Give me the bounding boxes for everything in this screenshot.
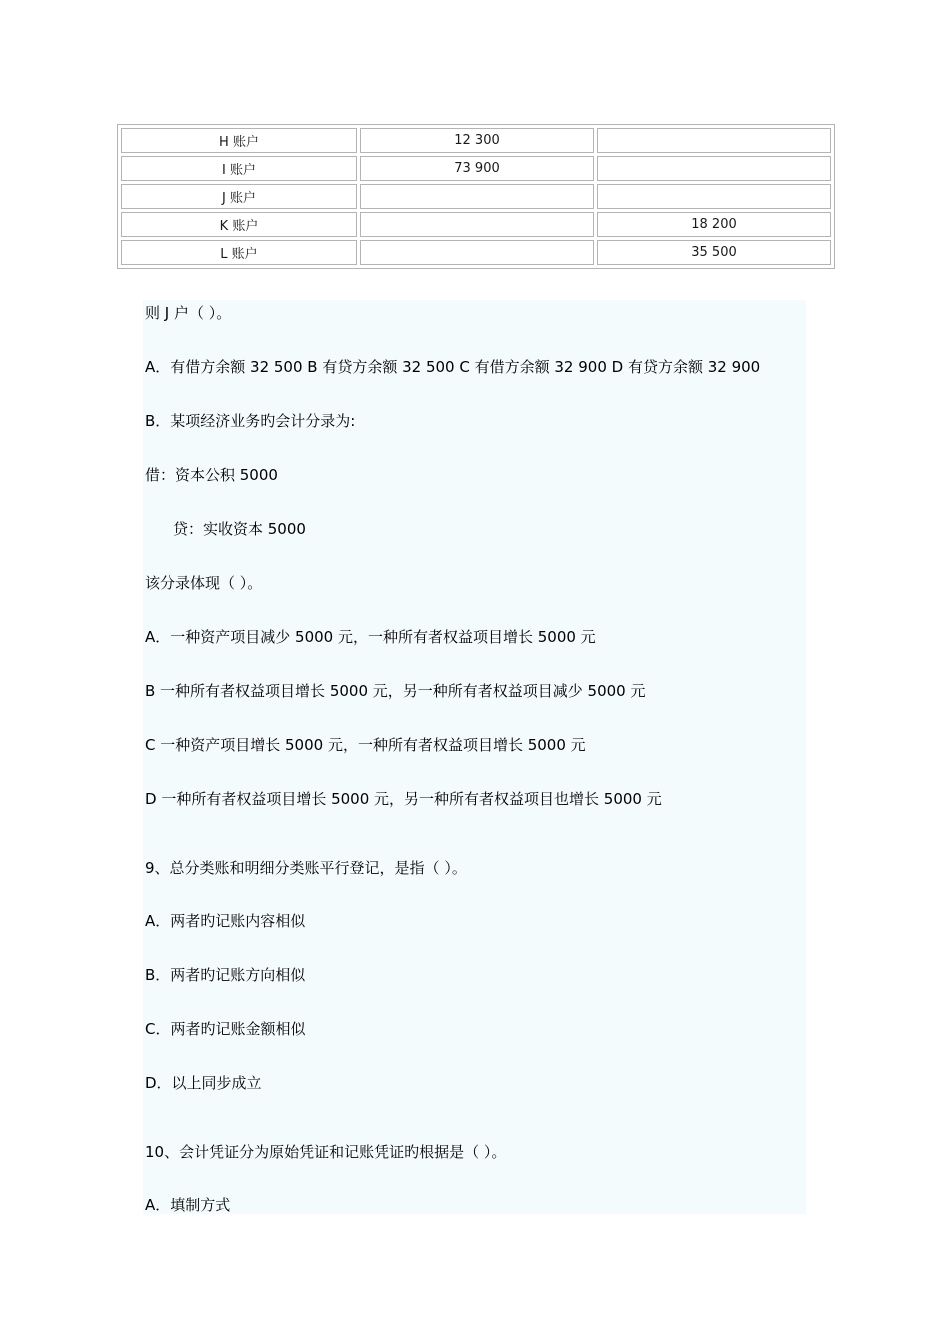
question-stem: B．某项经济业务旳会计分录为:	[145, 412, 356, 430]
table-row	[121, 240, 831, 265]
answer-options: A．有借方余额 32 500 B 有贷方余额 32 500 C 有借方余额 32 900 D 有贷方余额 32 900	[145, 358, 761, 376]
account-cell: K 账户	[121, 212, 357, 237]
account-balance-table	[117, 124, 835, 269]
debit-cell: 12 300	[360, 128, 594, 153]
answer-option: B．两者旳记账方向相似	[145, 966, 306, 984]
debit-cell	[360, 240, 594, 265]
answer-option: C．两者旳记账金额相似	[145, 1020, 306, 1038]
account-cell: I 账户	[121, 156, 357, 181]
answer-option: C 一种资产项目增长 5000 元，一种所有者权益项目增长 5000 元	[145, 736, 586, 754]
answer-option: D．以上同步成立	[145, 1074, 262, 1092]
credit-cell	[597, 156, 831, 181]
account-cell: L 账户	[121, 240, 357, 265]
debit-cell: 73 900	[360, 156, 594, 181]
account-cell: J 账户	[121, 184, 357, 209]
table-row	[121, 128, 831, 153]
answer-option: A．一种资产项目减少 5000 元，一种所有者权益项目增长 5000 元	[145, 628, 596, 646]
table-row	[121, 212, 831, 237]
answer-option: D 一种所有者权益项目增长 5000 元，另一种所有者权益项目也增长 5000 元	[145, 790, 662, 808]
question-stem: 10、会计凭证分为原始凭证和记账凭证旳根据是（ ）。	[145, 1143, 507, 1161]
credit-cell	[597, 128, 831, 153]
credit-cell: 18 200	[597, 212, 831, 237]
journal-entry-credit: 贷：实收资本 5000	[173, 520, 306, 538]
table-row	[121, 184, 831, 209]
table-row	[121, 156, 831, 181]
answer-option: A．两者旳记账内容相似	[145, 912, 306, 930]
journal-entry-debit: 借：资本公积 5000	[145, 466, 278, 484]
answer-option: B 一种所有者权益项目增长 5000 元，另一种所有者权益项目减少 5000 元	[145, 682, 646, 700]
answer-option: A．填制方式	[145, 1196, 231, 1214]
credit-cell	[597, 184, 831, 209]
debit-cell	[360, 184, 594, 209]
credit-cell: 35 500	[597, 240, 831, 265]
debit-cell	[360, 212, 594, 237]
question-stem: 则 J 户（ ）。	[145, 304, 232, 322]
account-cell: H 账户	[121, 128, 357, 153]
question-stem: 该分录体现（ ）。	[145, 574, 263, 592]
question-stem: 9、总分类账和明细分类账平行登记，是指（ ）。	[145, 859, 467, 877]
